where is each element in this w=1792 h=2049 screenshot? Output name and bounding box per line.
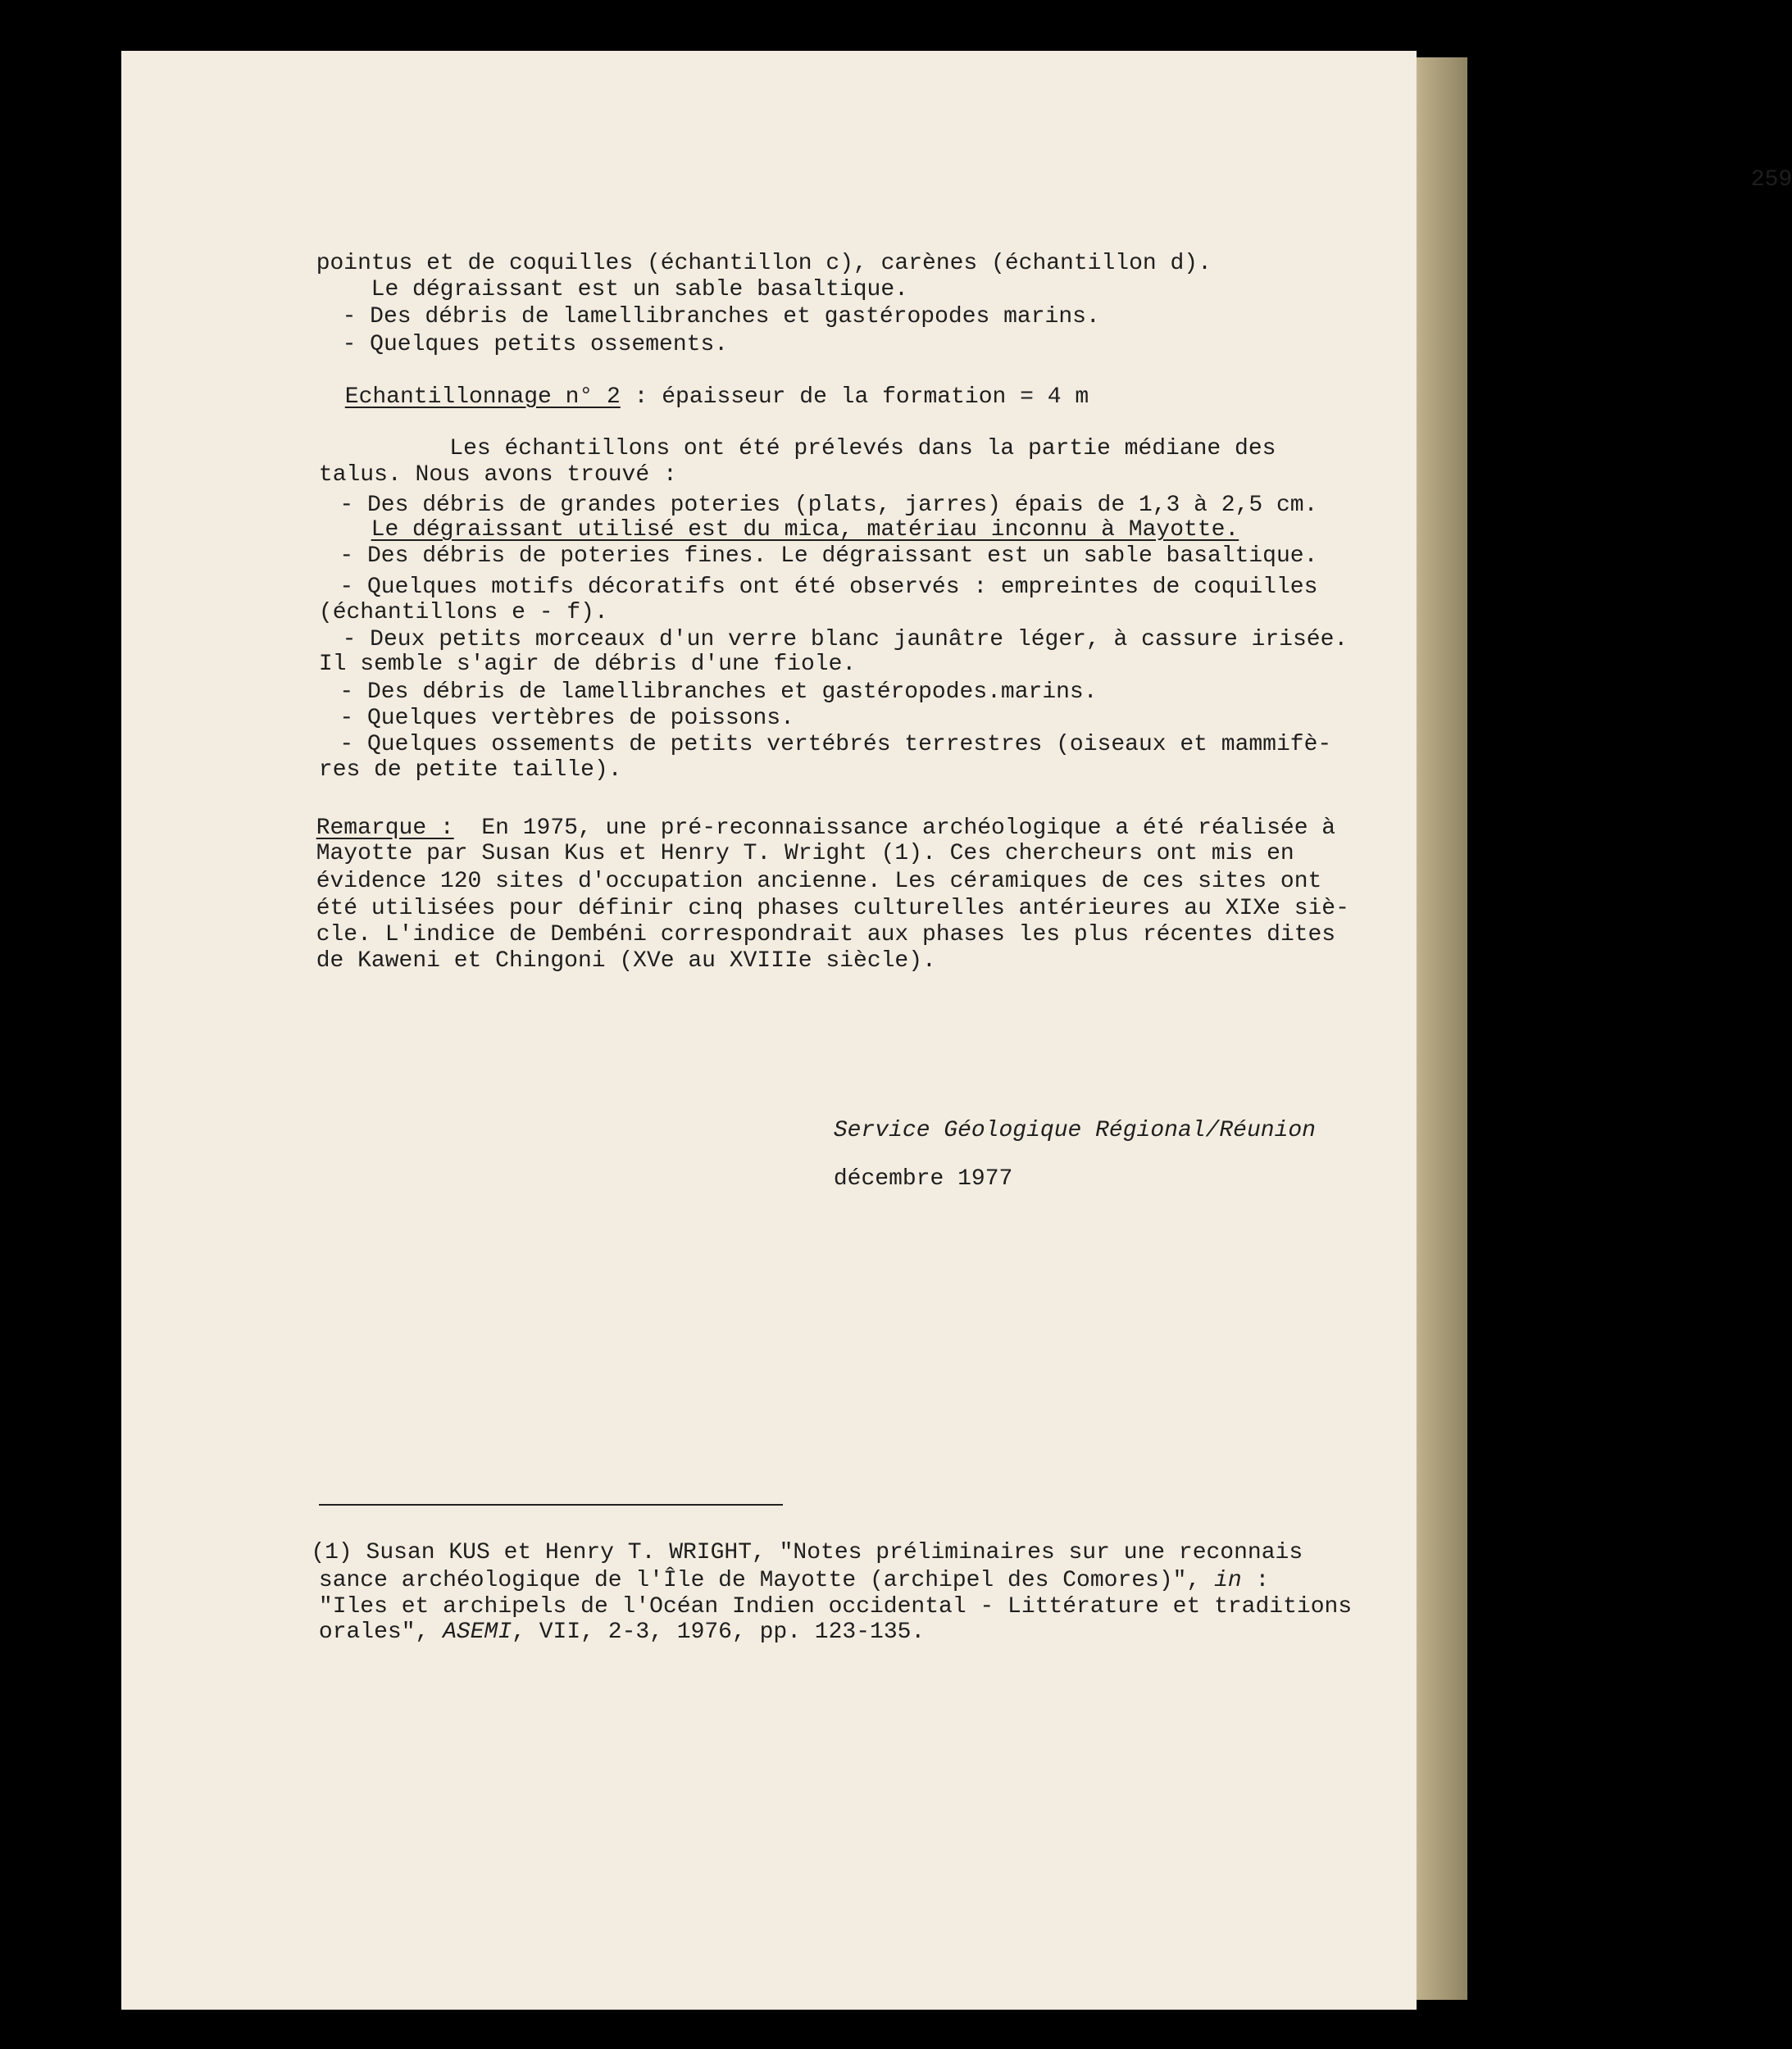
remark-first-line	[316, 816, 1335, 842]
list-item: - Des débris de poteries fines. Le dégraissant est un sable basaltique.	[339, 543, 1318, 570]
remark-text: En 1975, une pré-reconnaissance archéologique a été réalisée à	[481, 815, 1336, 841]
remark-line: Mayotte par Susan Kus et Henry T. Wright (1). Ces chercheurs ont mis en	[316, 841, 1294, 867]
remark-line: été utilisées pour définir cinq phases culturelles antérieures au XIXe siè-	[316, 896, 1349, 922]
page-number: 259	[1750, 167, 1792, 193]
footnote-line-2: sance archéologique de l'Île de Mayotte (archipel des Comores)", in :	[318, 1567, 1270, 1593]
document-page	[121, 51, 1792, 2010]
text-line: - Des débris de lamellibranches et gastéropodes marins.	[342, 304, 1100, 330]
text-line: res de petite taille).	[318, 757, 622, 784]
remark-line: de Kaweni et Chingoni (XVe au XVIIIe siècle).	[316, 948, 936, 975]
footnote-line-4: orales", ASEMI, VII, 2-3, 1976, pp. 123-135.	[318, 1620, 926, 1646]
section-heading-line	[345, 384, 1089, 411]
text-line: Les échantillons ont été prélevés dans la partie médiane des	[449, 436, 1276, 462]
text-line: - Quelques petits ossements.	[342, 331, 729, 357]
list-item: - Quelques motifs décoratifs ont été observés : empreintes de coquilles	[339, 575, 1318, 601]
list-item: - Deux petits morceaux d'un verre blanc jaunâtre léger, à cassure irisée.	[342, 627, 1349, 653]
list-item: - Quelques vertèbres de poissons.	[339, 705, 794, 731]
text-line: pointus et de coquilles (échantillon c), carènes (échantillon d).	[316, 251, 1212, 277]
list-item: - Quelques ossements de petits vertébrés terrestres (oiseaux et mammifè-	[339, 731, 1332, 757]
section-heading-rest: : épaisseur de la formation = 4 m	[620, 384, 1089, 410]
footnote-divider	[319, 1504, 783, 1506]
list-item: - Des débris de lamellibranches et gastéropodes.marins.	[339, 679, 1098, 705]
signature-date: décembre 1977	[833, 1166, 1013, 1193]
signature-org: Service Géologique Régional/Réunion	[833, 1118, 1316, 1144]
list-item: - Des débris de grandes poteries (plats, jarres) épais de 1,3 à 2,5 cm.	[339, 492, 1318, 518]
footnote-line: (1) Susan KUS et Henry T. WRIGHT, "Notes préliminaires sur une reconnais	[311, 1540, 1303, 1566]
remark-label: Remarque :	[316, 815, 454, 841]
remark-line: évidence 120 sites d'occupation ancienne. Les céramiques de ces sites ont	[316, 868, 1322, 894]
footnote-line: "Iles et archipels de l'Océan Indien occidental - Littérature et traditions	[318, 1593, 1353, 1620]
text-line: talus. Nous avons trouvé :	[318, 462, 677, 488]
text-line: Il semble s'agir de débris d'une fiole.	[318, 652, 857, 678]
section-heading: Echantillonnage n° 2	[344, 384, 621, 410]
footnote-in: in	[1214, 1567, 1242, 1593]
text-line: Le dégraissant est un sable basaltique.	[371, 276, 908, 302]
remark-line: cle. L'indice de Dembéni correspondrait aux phases les plus récentes dites	[316, 922, 1336, 948]
underlined-note: Le dégraissant utilisé est du mica, matériau inconnu à Mayotte.	[371, 517, 1239, 543]
text-line: (échantillons e - f).	[318, 599, 608, 625]
footnote-asemi: ASEMI	[443, 1620, 512, 1646]
